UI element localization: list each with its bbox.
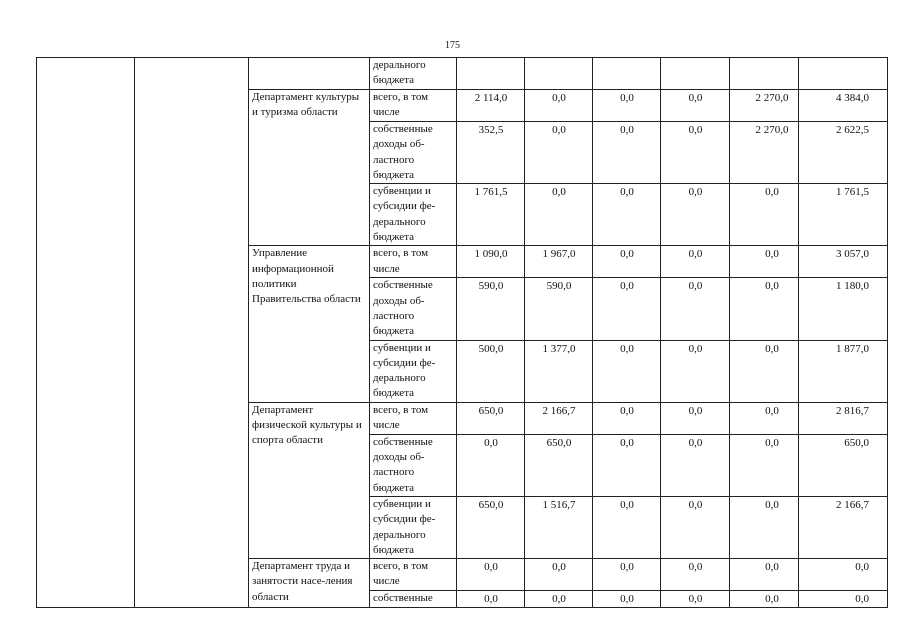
value-cell: 0,0: [525, 559, 593, 591]
value-cell: 352,5: [457, 122, 525, 184]
value-cell: 650,0: [525, 434, 593, 496]
value-cell: 0,0: [593, 278, 661, 340]
value-cell: 2 270,0: [730, 122, 799, 184]
value-cell: 0,0: [730, 591, 799, 608]
value-cell: 0,0: [593, 559, 661, 591]
value-cell: 0,0: [593, 340, 661, 402]
value-cell: 1 877,0: [799, 340, 888, 402]
funding-source-cell: всего, в том числе: [370, 90, 457, 122]
funding-source-cell: субвенции и субсидии фе-дерального бюджета: [370, 340, 457, 402]
funding-source-cell: собственные доходы об-ластного бюджета: [370, 122, 457, 184]
value-cell: 0,0: [661, 246, 730, 278]
funding-source-cell: всего, в том числе: [370, 402, 457, 434]
value-cell: 650,0: [457, 496, 525, 558]
value-cell: 0,0: [593, 90, 661, 122]
value-cell: 1 377,0: [525, 340, 593, 402]
value-cell: 0,0: [457, 591, 525, 608]
funding-source-cell: всего, в том числе: [370, 246, 457, 278]
value-cell: 0,0: [730, 496, 799, 558]
value-cell: 2 270,0: [730, 90, 799, 122]
value-cell: 0,0: [730, 434, 799, 496]
value-cell: 0,0: [525, 122, 593, 184]
funding-source-cell: собственные доходы об-ластного бюджета: [370, 434, 457, 496]
value-cell: 4 384,0: [799, 90, 888, 122]
value-cell: 650,0: [799, 434, 888, 496]
value-cell: 1 761,5: [457, 184, 525, 246]
value-cell: 1 516,7: [525, 496, 593, 558]
value-cell: 1 967,0: [525, 246, 593, 278]
value-cell: [593, 58, 661, 90]
value-cell: 0,0: [593, 246, 661, 278]
value-cell: 0,0: [730, 278, 799, 340]
value-cell: 0,0: [661, 184, 730, 246]
page-number: 175: [445, 40, 460, 51]
value-cell: 2 166,7: [799, 496, 888, 558]
value-cell: 0,0: [730, 559, 799, 591]
value-cell: 0,0: [661, 340, 730, 402]
department-name: Департамент физической культуры и спорта области: [249, 402, 370, 558]
blank-column-a: [37, 58, 135, 608]
value-cell: 0,0: [661, 434, 730, 496]
value-cell: 0,0: [525, 184, 593, 246]
value-cell: 2 114,0: [457, 90, 525, 122]
value-cell: 2 166,7: [525, 402, 593, 434]
value-cell: 1 180,0: [799, 278, 888, 340]
department-cell: [249, 58, 370, 90]
funding-source-cell: всего, в том числе: [370, 559, 457, 591]
value-cell: 0,0: [457, 559, 525, 591]
value-cell: 0,0: [730, 402, 799, 434]
table-body: [37, 58, 888, 608]
value-cell: 0,0: [661, 591, 730, 608]
value-cell: 0,0: [661, 278, 730, 340]
value-cell: [457, 58, 525, 90]
value-cell: 0,0: [661, 559, 730, 591]
value-cell: [799, 58, 888, 90]
department-name: Департамент труда и занятости насе-ления области: [249, 559, 370, 608]
value-cell: 2 622,5: [799, 122, 888, 184]
funding-source-cell: собственные доходы об-ластного бюджета: [370, 278, 457, 340]
value-cell: 0,0: [593, 184, 661, 246]
value-cell: [525, 58, 593, 90]
budget-table: [36, 57, 888, 608]
value-cell: 590,0: [457, 278, 525, 340]
value-cell: 0,0: [525, 591, 593, 608]
table-row: [37, 58, 888, 90]
value-cell: 0,0: [661, 496, 730, 558]
funding-source-cell: собственные: [370, 591, 457, 608]
value-cell: 1 761,5: [799, 184, 888, 246]
value-cell: 0,0: [799, 591, 888, 608]
value-cell: 0,0: [593, 402, 661, 434]
value-cell: 0,0: [593, 122, 661, 184]
value-cell: 0,0: [799, 559, 888, 591]
value-cell: 0,0: [661, 402, 730, 434]
value-cell: [661, 58, 730, 90]
value-cell: 2 816,7: [799, 402, 888, 434]
funding-source-cell: субвенции и субсидии фе-дерального бюджета: [370, 496, 457, 558]
department-name: Управление информационной политики Правительства области: [249, 246, 370, 402]
value-cell: 500,0: [457, 340, 525, 402]
blank-column-b: [135, 58, 249, 608]
value-cell: 0,0: [593, 496, 661, 558]
value-cell: 0,0: [457, 434, 525, 496]
value-cell: 0,0: [593, 591, 661, 608]
value-cell: 0,0: [661, 122, 730, 184]
funding-source-cell: субвенции и субсидии фе-дерального бюджета: [370, 184, 457, 246]
value-cell: [730, 58, 799, 90]
value-cell: 0,0: [730, 340, 799, 402]
value-cell: 1 090,0: [457, 246, 525, 278]
value-cell: 0,0: [525, 90, 593, 122]
value-cell: 0,0: [661, 90, 730, 122]
value-cell: 650,0: [457, 402, 525, 434]
department-name: Департамент культуры и туризма области: [249, 90, 370, 246]
value-cell: 0,0: [730, 184, 799, 246]
value-cell: 0,0: [593, 434, 661, 496]
value-cell: 3 057,0: [799, 246, 888, 278]
value-cell: 0,0: [730, 246, 799, 278]
funding-source-cell: дерального бюджета: [370, 58, 457, 90]
value-cell: 590,0: [525, 278, 593, 340]
